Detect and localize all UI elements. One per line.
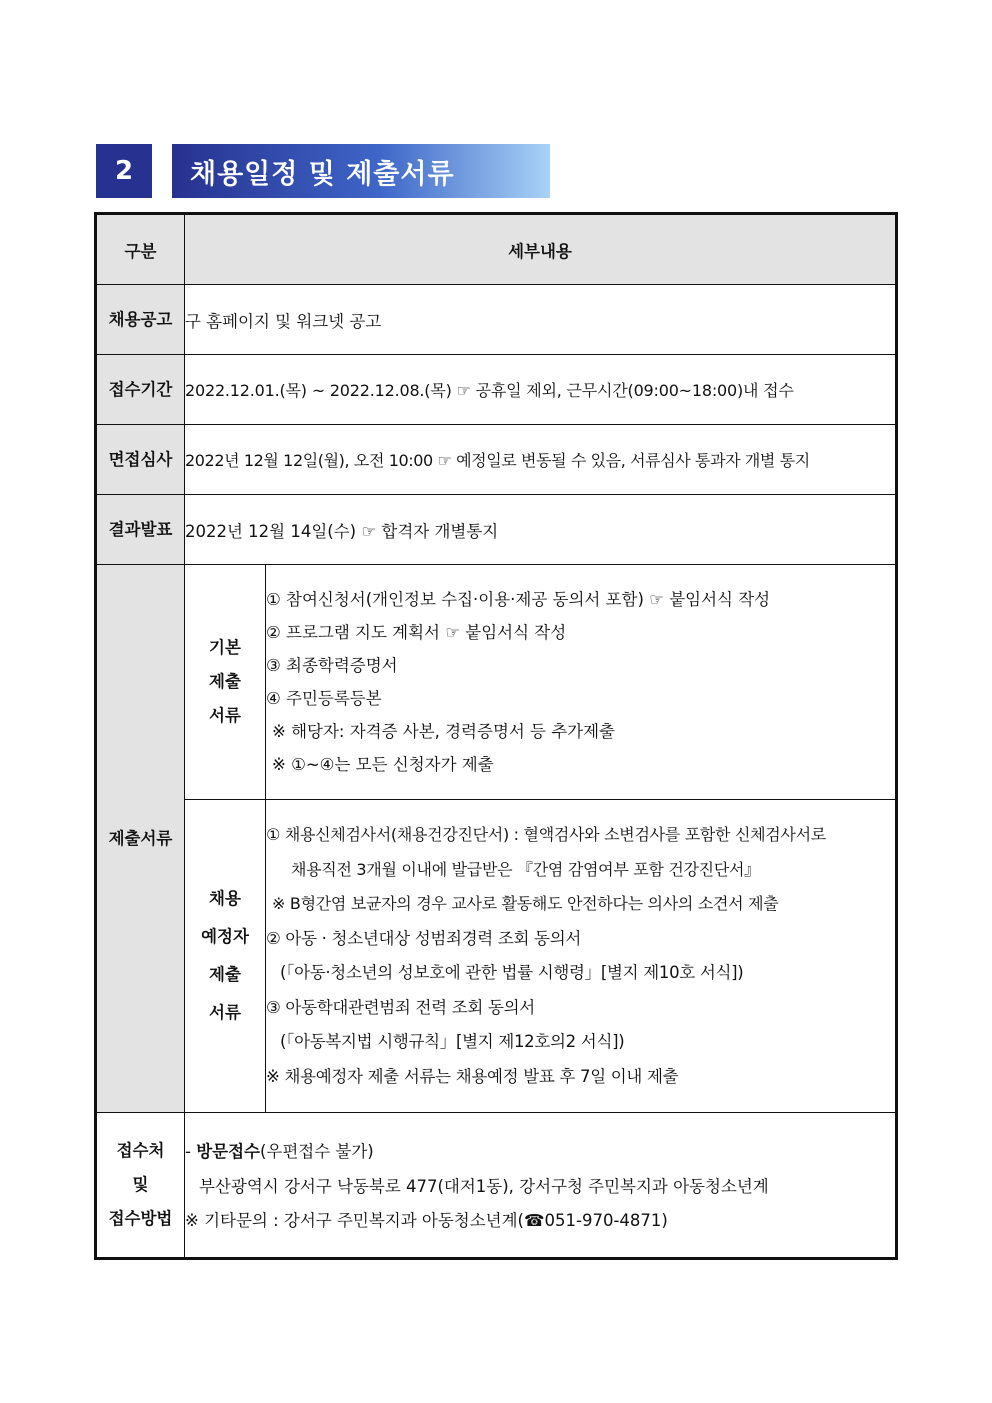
list-item-cont: 채용직전 3개월 이내에 발급받은 『간염 감염여부 포함 건강진단서』 [291, 859, 760, 879]
documents-planned-row [96, 800, 897, 1113]
list-item: ④ 주민등록등본 [266, 689, 382, 708]
label-line: 기본 [209, 638, 241, 657]
row-content: 2022년 12월 14일(수) ☞ 합격자 개별통지 [185, 495, 897, 565]
method-rest: (우편접수 불가) [259, 1142, 374, 1162]
planned-documents-label [185, 800, 266, 1113]
header-details: 세부내용 [185, 214, 897, 285]
basic-documents-label [185, 565, 266, 800]
submission-row [96, 1113, 897, 1259]
row-content: 2022.12.01.(목) ~ 2022.12.08.(목) ☞ 공휴일 제외, 근무시간(09:00~18:00)내 접수 [185, 355, 897, 425]
row-label: 접수기간 [96, 355, 185, 425]
list-item: ② 아동 · 청소년대상 성범죄경력 조회 동의서 [266, 928, 581, 948]
row-content: 구 홈페이지 및 워크넷 공고 [185, 285, 897, 355]
list-item: ③ 아동학대관련범죄 전력 조회 동의서 [266, 997, 535, 1017]
list-item: ① 참여신청서(개인정보 수집·이용·제공 동의서 포함) ☞ 붙임서식 작성 [266, 590, 771, 609]
table-row [96, 285, 897, 355]
label-line: 접수방법 [108, 1209, 173, 1228]
documents-basic-row [96, 565, 897, 800]
header-category: 구분 [96, 214, 185, 285]
list-note: ※ ①~④는 모든 신청자가 제출 [272, 755, 494, 774]
list-note: ※ 해당자: 자격증 사본, 경력증명서 등 추가제출 [272, 722, 616, 741]
label-line: 예정자 [201, 927, 249, 946]
list-note: ※ 채용예정자 제출 서류는 채용예정 발표 후 7일 이내 제출 [266, 1066, 679, 1086]
row-label: 채용공고 [96, 285, 185, 355]
submission-inquiry: ※ 기타문의 : 강서구 주민복지과 아동청소년계(☎051-970-4871) [185, 1211, 668, 1231]
section-title: 채용일정 및 제출서류 [172, 144, 550, 198]
list-item: ② 프로그램 지도 계획서 ☞ 붙임서식 작성 [266, 623, 567, 642]
submission-label [96, 1113, 185, 1259]
basic-documents-list [266, 565, 897, 800]
table-row [96, 355, 897, 425]
schedule-table [94, 212, 898, 1260]
label-line: 접수처 [116, 1141, 165, 1160]
submission-method: - 방문접수(우편접수 불가) [185, 1142, 374, 1162]
row-label: 결과발표 [96, 495, 185, 565]
table-row [96, 425, 897, 495]
submission-content [185, 1113, 897, 1259]
label-line: 및 [132, 1175, 149, 1194]
label-line: 제출 [209, 965, 241, 984]
list-item-cont: (「아동복지법 시행규칙」[별지 제12호의2 서식]) [280, 1032, 625, 1051]
list-item-cont: (「아동·청소년의 성보호에 관한 법률 시행령」[별지 제10호 서식]) [280, 963, 744, 982]
label-line: 서류 [209, 706, 241, 725]
method-bold: 방문접수 [196, 1142, 260, 1162]
section-number: 2 [96, 144, 152, 198]
section-header [96, 144, 550, 198]
row-content: 2022년 12월 12일(월), 오전 10:00 ☞ 예정일로 변동될 수 있음, 서류심사 통과자 개별 통지 [185, 425, 897, 495]
list-item: ③ 최종학력증명서 [266, 656, 398, 675]
submission-address: 부산광역시 강서구 낙동북로 477(대저1동), 강서구청 주민복지과 아동청소년계 [199, 1176, 769, 1196]
label-line: 채용 [209, 889, 241, 908]
label-line: 서류 [209, 1003, 241, 1022]
table-row [96, 495, 897, 565]
list-item: ① 채용신체검사서(채용건강진단서) : 혈액검사와 소변검사를 포함한 신체검사서로 [266, 825, 826, 844]
label-line: 제출 [209, 672, 241, 691]
planned-documents-list [266, 800, 897, 1113]
documents-label: 제출서류 [96, 565, 185, 1113]
table-header-row [96, 214, 897, 285]
row-label: 면접심사 [96, 425, 185, 495]
list-note: ※ B형간염 보균자의 경우 교사로 활동해도 안전하다는 의사의 소견서 제출 [272, 894, 779, 913]
